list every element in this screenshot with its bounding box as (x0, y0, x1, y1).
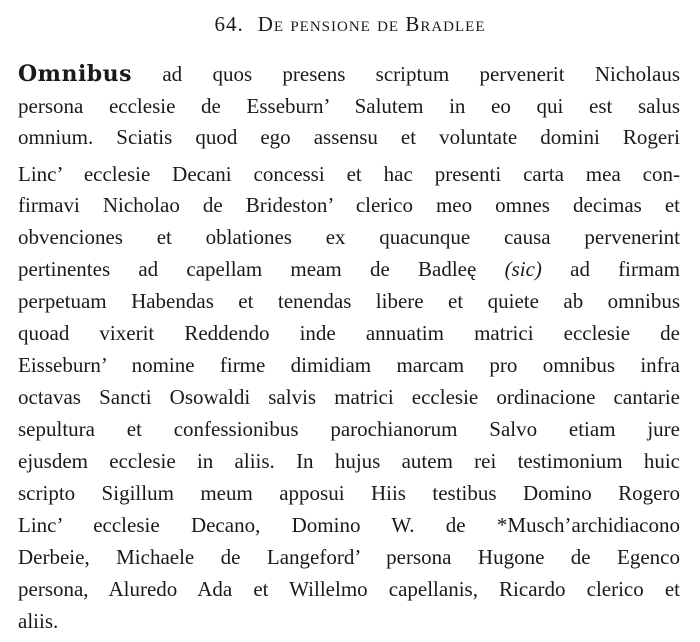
text-line-1 (18, 58, 680, 90)
text-line-17: persona, Aluredo Ada et Willelmo capellanis, Ricardo clerico et (18, 577, 680, 601)
initial-word: Omnibus (18, 61, 133, 87)
text-line-7-start: pertinentes ad capellam meam de Badleę (18, 257, 477, 281)
charter-title: De pensione de Bradlee (257, 12, 486, 36)
text-line-11: octavas Sancti Osowaldi salvis matrici ecclesie ordinacione cantarie (18, 385, 680, 409)
text-line-12: sepultura et confessionibus parochianorum Salvo etiam jure (18, 417, 680, 441)
text-line-14: scripto Sigillum meum apposui Hiis testibus Domino Rogero (18, 481, 680, 505)
text-line-13: ejusdem ecclesie in aliis. In hujus autem rei testimonium huic (18, 449, 680, 473)
text-line-18: aliis. (18, 609, 59, 633)
text-line-9: quoad vixerit Reddendo inde annuatim matrici ecclesie de (18, 321, 680, 345)
text-line-6: obvenciones et oblationes ex quacunque causa pervenerint (18, 225, 680, 249)
text-line-15: Linc’ ecclesie Decano, Domino W. de *Musch’archidiacono (18, 513, 680, 537)
text-line-3: omnium. Sciatis quod ego assensu et voluntate domini Rogeri (18, 125, 680, 149)
text-line-4: Linc’ ecclesie Decani concessi et hac presenti carta mea con- (18, 162, 680, 186)
text-line-1-rest: ad quos presens scriptum pervenerit Nicholaus (132, 62, 680, 86)
sic-note: (sic) (504, 257, 542, 281)
text-line-16: Derbeie, Michaele de Langeford’ persona Hugone de Egenco (18, 545, 680, 569)
text-line-5: firmavi Nicholao de Brideston’ clerico meo omnes decimas et (18, 193, 680, 217)
charter-number: 64. (214, 12, 244, 36)
text-line-2: persona ecclesie de Esseburn’ Salutem in eo qui est salus (18, 94, 680, 118)
text-line-8: perpetuam Habendas et tenendas libere et quiete ab omnibus (18, 289, 680, 313)
text-line-7-end: ad firmam (570, 257, 680, 281)
text-line-7 (18, 253, 680, 285)
text-line-10: Eisseburn’ nomine firme dimidiam marcam pro omnibus infra (18, 353, 680, 377)
charter-heading (0, 12, 700, 37)
